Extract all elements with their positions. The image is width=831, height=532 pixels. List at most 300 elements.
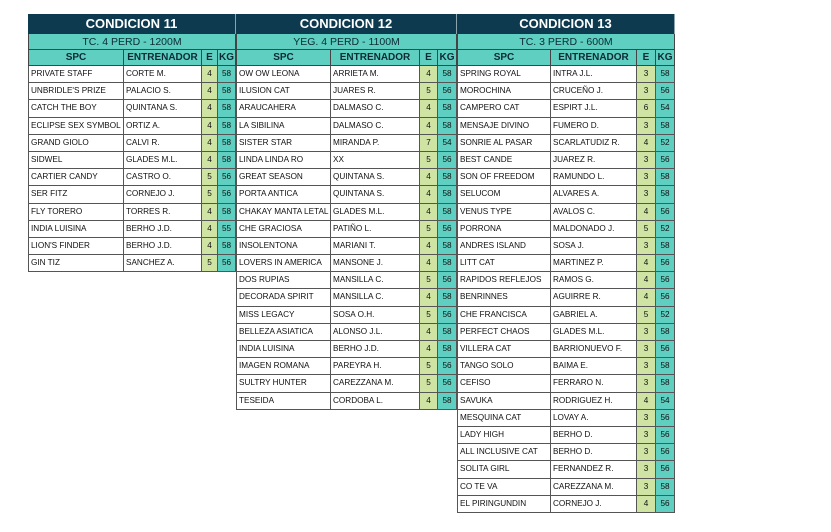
- kg-value: 58: [656, 375, 675, 392]
- table-row: [28, 83, 236, 100]
- e-value: 5: [202, 186, 218, 203]
- horse-name: ECLIPSE SEX SYMBOL: [28, 118, 124, 135]
- table-row: [28, 152, 236, 169]
- horse-name: SULTRY HUNTER: [236, 375, 331, 392]
- e-value: 4: [202, 238, 218, 255]
- trainer-name: LOVAY A.: [551, 410, 637, 427]
- trainer-name: GLADES M.L.: [124, 152, 202, 169]
- e-value: 4: [420, 324, 438, 341]
- trainer-name: FERRARO N.: [551, 375, 637, 392]
- trainer-name: CRUCEÑO J.: [551, 83, 637, 100]
- e-value: 3: [637, 238, 656, 255]
- kg-value: 56: [438, 307, 457, 324]
- kg-value: 56: [656, 289, 675, 306]
- trainer-name: MANSONE J.: [331, 255, 420, 272]
- trainer-name: ESPIRT J.L.: [551, 100, 637, 117]
- kg-value: 56: [656, 410, 675, 427]
- trainer-name: PALACIO S.: [124, 83, 202, 100]
- e-value: 5: [637, 221, 656, 238]
- kg-value: 56: [218, 169, 236, 186]
- trainer-name: AGUIRRE R.: [551, 289, 637, 306]
- kg-value: 58: [438, 341, 457, 358]
- e-value: 3: [637, 375, 656, 392]
- table-row: [457, 272, 675, 289]
- horse-name: GREAT SEASON: [236, 169, 331, 186]
- table-row: [236, 255, 457, 272]
- horse-name: EL PIRINGUNDIN: [457, 496, 551, 513]
- table-row: [236, 66, 457, 83]
- table-row: [28, 204, 236, 221]
- trainer-name: BERHO J.D.: [124, 221, 202, 238]
- e-value: 4: [637, 255, 656, 272]
- trainer-name: CORTE M.: [124, 66, 202, 83]
- kg-value: 56: [656, 204, 675, 221]
- e-value: 7: [420, 135, 438, 152]
- table-row: [236, 324, 457, 341]
- horse-name: ARAUCAHERA: [236, 100, 331, 117]
- kg-value: 56: [656, 83, 675, 100]
- kg-value: 58: [218, 152, 236, 169]
- e-value: 4: [420, 393, 438, 410]
- e-value: 5: [420, 152, 438, 169]
- horse-name: MESQUINA CAT: [457, 410, 551, 427]
- trainer-name: BAIMA E.: [551, 358, 637, 375]
- table-row: [457, 461, 675, 478]
- trainer-name: QUINTANA S.: [124, 100, 202, 117]
- table-row: [457, 66, 675, 83]
- kg-value: 58: [656, 186, 675, 203]
- kg-value: 58: [218, 83, 236, 100]
- kg-value: 56: [656, 427, 675, 444]
- e-value: 3: [637, 83, 656, 100]
- horse-name: FLY TORERO: [28, 204, 124, 221]
- e-value: 5: [202, 255, 218, 272]
- trainer-name: FUMERO D.: [551, 118, 637, 135]
- horse-name: SON OF FREEDOM: [457, 169, 551, 186]
- horse-name: LION'S FINDER: [28, 238, 124, 255]
- trainer-name: XX: [331, 152, 420, 169]
- column-headers: [236, 50, 457, 66]
- table-row: [457, 496, 675, 513]
- horse-name: INSOLENTONA: [236, 238, 331, 255]
- table-row: [236, 118, 457, 135]
- trainer-name: JUAREZ R.: [551, 152, 637, 169]
- horse-name: RAPIDOS REFLEJOS: [457, 272, 551, 289]
- e-value: 5: [420, 375, 438, 392]
- table-row: [236, 100, 457, 117]
- trainer-name: QUINTANA S.: [331, 169, 420, 186]
- e-value: 4: [202, 66, 218, 83]
- e-value: 3: [637, 152, 656, 169]
- horse-name: MENSAJE DIVINO: [457, 118, 551, 135]
- trainer-name: ARRIETA M.: [331, 66, 420, 83]
- column-headers: [457, 50, 675, 66]
- trainer-name: TORRES R.: [124, 204, 202, 221]
- kg-value: 55: [218, 221, 236, 238]
- col-header-entrenador: ENTRENADOR: [124, 50, 202, 66]
- horse-name: CAMPERO CAT: [457, 100, 551, 117]
- horse-name: BENRINNES: [457, 289, 551, 306]
- e-value: 4: [420, 169, 438, 186]
- condicion-12-table: [236, 14, 457, 410]
- table-row: [457, 393, 675, 410]
- table-row: [457, 135, 675, 152]
- table-row: [236, 393, 457, 410]
- horse-name: IMAGEN ROMANA: [236, 358, 331, 375]
- horse-name: VENUS TYPE: [457, 204, 551, 221]
- e-value: 4: [420, 66, 438, 83]
- trainer-name: CALVI R.: [124, 135, 202, 152]
- kg-value: 56: [438, 221, 457, 238]
- horse-name: TESEIDA: [236, 393, 331, 410]
- trainer-name: DALMASO C.: [331, 118, 420, 135]
- horse-name: CHE GRACIOSA: [236, 221, 331, 238]
- trainer-name: RODRIGUEZ H.: [551, 393, 637, 410]
- table-row: [236, 358, 457, 375]
- kg-value: 56: [438, 272, 457, 289]
- horse-name: INDIA LUISINA: [28, 221, 124, 238]
- e-value: 4: [637, 204, 656, 221]
- horse-name: INDIA LUISINA: [236, 341, 331, 358]
- kg-value: 52: [656, 135, 675, 152]
- condition-title: CONDICION 11: [28, 14, 236, 34]
- e-value: 4: [637, 272, 656, 289]
- e-value: 5: [637, 307, 656, 324]
- col-header-e: E: [202, 50, 218, 66]
- kg-value: 54: [438, 135, 457, 152]
- table-row: [28, 238, 236, 255]
- race-subtitle: TC. 4 PERD - 1200M: [28, 34, 236, 50]
- table-row: [457, 118, 675, 135]
- kg-value: 56: [438, 83, 457, 100]
- e-value: 4: [420, 289, 438, 306]
- e-value: 4: [202, 100, 218, 117]
- table-row: [28, 186, 236, 203]
- horse-name: LA SIBILINA: [236, 118, 331, 135]
- horse-name: SISTER STAR: [236, 135, 331, 152]
- horse-name: PERFECT CHAOS: [457, 324, 551, 341]
- e-value: 4: [637, 496, 656, 513]
- condition-title: CONDICION 12: [236, 14, 457, 34]
- table-row: [236, 169, 457, 186]
- trainer-name: ORTIZ A.: [124, 118, 202, 135]
- table-row: [457, 410, 675, 427]
- e-value: 4: [637, 135, 656, 152]
- e-value: 4: [420, 238, 438, 255]
- kg-value: 56: [656, 444, 675, 461]
- kg-value: 56: [656, 272, 675, 289]
- trainer-name: CAREZZANA M.: [331, 375, 420, 392]
- col-header-spc: SPC: [236, 50, 331, 66]
- table-row: [28, 66, 236, 83]
- trainer-name: MARIANI T.: [331, 238, 420, 255]
- horse-name: CHAKAY MANTA LETAL: [236, 204, 331, 221]
- kg-value: 56: [656, 152, 675, 169]
- trainer-name: BERHO D.: [551, 444, 637, 461]
- trainer-name: ALVARES A.: [551, 186, 637, 203]
- e-value: 5: [420, 358, 438, 375]
- horse-name: CEFISO: [457, 375, 551, 392]
- kg-value: 58: [438, 324, 457, 341]
- table-row: [457, 221, 675, 238]
- e-value: 4: [637, 289, 656, 306]
- table-row: [28, 100, 236, 117]
- kg-value: 58: [438, 66, 457, 83]
- trainer-name: MARTINEZ P.: [551, 255, 637, 272]
- horse-name: MOROCHINA: [457, 83, 551, 100]
- trainer-name: GABRIEL A.: [551, 307, 637, 324]
- e-value: 4: [420, 186, 438, 203]
- table-row: [457, 324, 675, 341]
- kg-value: 58: [656, 479, 675, 496]
- trainer-name: SANCHEZ A.: [124, 255, 202, 272]
- horse-name: SONRIE AL PASAR: [457, 135, 551, 152]
- col-header-entrenador: ENTRENADOR: [551, 50, 637, 66]
- horse-name: PRIVATE STAFF: [28, 66, 124, 83]
- horse-name: SOLITA GIRL: [457, 461, 551, 478]
- condition-title: CONDICION 13: [457, 14, 675, 34]
- trainer-name: CORDOBA L.: [331, 393, 420, 410]
- table-row: [236, 289, 457, 306]
- table-row: [236, 152, 457, 169]
- horse-name: SAVUKA: [457, 393, 551, 410]
- kg-value: 58: [438, 255, 457, 272]
- e-value: 3: [637, 461, 656, 478]
- trainer-name: JUARES R.: [331, 83, 420, 100]
- table-row: [457, 83, 675, 100]
- kg-value: 58: [438, 169, 457, 186]
- race-subtitle: YEG. 4 PERD - 1100M: [236, 34, 457, 50]
- horse-name: CATCH THE BOY: [28, 100, 124, 117]
- kg-value: 58: [656, 66, 675, 83]
- e-value: 3: [637, 444, 656, 461]
- table-row: [28, 221, 236, 238]
- kg-value: 56: [218, 255, 236, 272]
- trainer-name: SOSA O.H.: [331, 307, 420, 324]
- kg-value: 58: [218, 100, 236, 117]
- trainer-name: RAMOS G.: [551, 272, 637, 289]
- horse-name: GIN TIZ: [28, 255, 124, 272]
- kg-value: 58: [438, 100, 457, 117]
- e-value: 4: [202, 221, 218, 238]
- table-row: [457, 100, 675, 117]
- condicion-13-table: [457, 14, 675, 513]
- table-row: [457, 341, 675, 358]
- e-value: 4: [420, 341, 438, 358]
- horse-name: UNBRIDLE'S PRIZE: [28, 83, 124, 100]
- col-header-e: E: [420, 50, 438, 66]
- table-row: [236, 272, 457, 289]
- horse-name: GRAND GIOLO: [28, 135, 124, 152]
- trainer-name: BERHO J.D.: [331, 341, 420, 358]
- table-row: [236, 204, 457, 221]
- trainer-name: MALDONADO J.: [551, 221, 637, 238]
- trainer-name: BARRIONUEVO F.: [551, 341, 637, 358]
- table-row: [457, 358, 675, 375]
- trainer-name: SOSA J.: [551, 238, 637, 255]
- table-row: [457, 186, 675, 203]
- e-value: 5: [420, 221, 438, 238]
- e-value: 4: [202, 135, 218, 152]
- trainer-name: AVALOS C.: [551, 204, 637, 221]
- horse-name: PORTA ANTICA: [236, 186, 331, 203]
- table-row: [457, 255, 675, 272]
- trainer-name: CORNEJO J.: [124, 186, 202, 203]
- trainer-name: CASTRO O.: [124, 169, 202, 186]
- table-row: [457, 169, 675, 186]
- e-value: 4: [202, 83, 218, 100]
- e-value: 4: [202, 118, 218, 135]
- col-header-kg: KG: [218, 50, 236, 66]
- kg-value: 58: [656, 324, 675, 341]
- kg-value: 58: [438, 204, 457, 221]
- table-row: [28, 118, 236, 135]
- trainer-name: BERHO J.D.: [124, 238, 202, 255]
- kg-value: 58: [218, 135, 236, 152]
- table-row: [236, 186, 457, 203]
- kg-value: 58: [218, 118, 236, 135]
- kg-value: 54: [656, 100, 675, 117]
- trainer-name: SCARLATUDIZ R.: [551, 135, 637, 152]
- kg-value: 58: [656, 169, 675, 186]
- table-row: [236, 221, 457, 238]
- trainer-name: GLADES M.L.: [551, 324, 637, 341]
- trainer-name: DALMASO C.: [331, 100, 420, 117]
- horse-name: SER FITZ: [28, 186, 124, 203]
- kg-value: 56: [218, 186, 236, 203]
- kg-value: 58: [438, 238, 457, 255]
- race-subtitle: TC. 3 PERD - 600M: [457, 34, 675, 50]
- table-row: [457, 427, 675, 444]
- horse-name: SIDWEL: [28, 152, 124, 169]
- kg-value: 54: [656, 393, 675, 410]
- horse-name: OW OW LEONA: [236, 66, 331, 83]
- e-value: 5: [420, 272, 438, 289]
- e-value: 4: [202, 204, 218, 221]
- table-row: [457, 204, 675, 221]
- table-row: [236, 83, 457, 100]
- horse-name: DECORADA SPIRIT: [236, 289, 331, 306]
- trainer-name: CAREZZANA M.: [551, 479, 637, 496]
- kg-value: 58: [438, 289, 457, 306]
- horse-name: LINDA LINDA RO: [236, 152, 331, 169]
- e-value: 5: [420, 307, 438, 324]
- e-value: 3: [637, 118, 656, 135]
- e-value: 3: [637, 324, 656, 341]
- table-row: [457, 444, 675, 461]
- horse-name: CO TE VA: [457, 479, 551, 496]
- table-row: [457, 152, 675, 169]
- trainer-name: MANSILLA C.: [331, 272, 420, 289]
- horse-name: DOS RUPIAS: [236, 272, 331, 289]
- e-value: 4: [420, 100, 438, 117]
- table-row: [236, 135, 457, 152]
- col-header-spc: SPC: [457, 50, 551, 66]
- col-header-e: E: [637, 50, 656, 66]
- e-value: 3: [637, 341, 656, 358]
- table-row: [28, 135, 236, 152]
- kg-value: 58: [438, 186, 457, 203]
- horse-name: LOVERS IN AMERICA: [236, 255, 331, 272]
- kg-value: 56: [656, 461, 675, 478]
- horse-name: MISS LEGACY: [236, 307, 331, 324]
- horse-name: VILLERA CAT: [457, 341, 551, 358]
- table-row: [236, 307, 457, 324]
- e-value: 3: [637, 186, 656, 203]
- e-value: 3: [637, 479, 656, 496]
- table-row: [457, 238, 675, 255]
- horse-name: LADY HIGH: [457, 427, 551, 444]
- trainer-name: PAREYRA H.: [331, 358, 420, 375]
- table-row: [236, 375, 457, 392]
- horse-name: SELUCOM: [457, 186, 551, 203]
- table-row: [457, 307, 675, 324]
- e-value: 4: [202, 152, 218, 169]
- e-value: 5: [420, 83, 438, 100]
- kg-value: 58: [656, 118, 675, 135]
- kg-value: 56: [438, 375, 457, 392]
- column-headers: [28, 50, 236, 66]
- trainer-name: GLADES M.L.: [331, 204, 420, 221]
- table-body: [28, 66, 236, 272]
- kg-value: 56: [656, 496, 675, 513]
- trainer-name: CORNEJO J.: [551, 496, 637, 513]
- e-value: 4: [637, 393, 656, 410]
- table-row: [457, 479, 675, 496]
- horse-name: ALL INCLUSIVE CAT: [457, 444, 551, 461]
- horse-name: ILUSION CAT: [236, 83, 331, 100]
- trainer-name: BERHO D.: [551, 427, 637, 444]
- trainer-name: INTRA J.L.: [551, 66, 637, 83]
- table-body: [457, 66, 675, 513]
- kg-value: 56: [656, 341, 675, 358]
- horse-name: BEST CANDE: [457, 152, 551, 169]
- table-row: [457, 289, 675, 306]
- condicion-11-table: [28, 14, 236, 272]
- kg-value: 58: [218, 204, 236, 221]
- trainer-name: MANSILLA C.: [331, 289, 420, 306]
- horse-name: BELLEZA ASIATICA: [236, 324, 331, 341]
- e-value: 3: [637, 358, 656, 375]
- kg-value: 58: [218, 66, 236, 83]
- e-value: 3: [637, 169, 656, 186]
- kg-value: 58: [656, 358, 675, 375]
- table-row: [236, 238, 457, 255]
- trainer-name: FERNANDEZ R.: [551, 461, 637, 478]
- e-value: 3: [637, 427, 656, 444]
- e-value: 3: [637, 410, 656, 427]
- kg-value: 58: [218, 238, 236, 255]
- kg-value: 56: [438, 358, 457, 375]
- horse-name: SPRING ROYAL: [457, 66, 551, 83]
- kg-value: 56: [656, 255, 675, 272]
- col-header-kg: KG: [656, 50, 675, 66]
- col-header-entrenador: ENTRENADOR: [331, 50, 420, 66]
- table-row: [28, 255, 236, 272]
- kg-value: 52: [656, 307, 675, 324]
- horse-name: CHE FRANCISCA: [457, 307, 551, 324]
- table-row: [457, 375, 675, 392]
- table-body: [236, 66, 457, 410]
- e-value: 6: [637, 100, 656, 117]
- e-value: 5: [202, 169, 218, 186]
- trainer-name: QUINTANA S.: [331, 186, 420, 203]
- kg-value: 58: [656, 238, 675, 255]
- kg-value: 58: [438, 393, 457, 410]
- kg-value: 52: [656, 221, 675, 238]
- trainer-name: MIRANDA P.: [331, 135, 420, 152]
- horse-name: CARTIER CANDY: [28, 169, 124, 186]
